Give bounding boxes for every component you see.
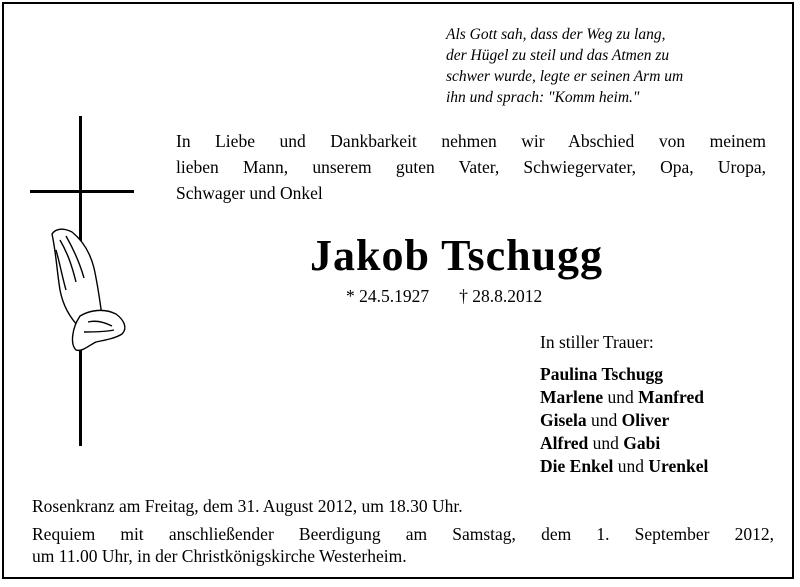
mourner-conjunction: und [613, 456, 649, 476]
mourner-name: Die Enkel [540, 456, 614, 476]
requiem-line: um 11.00 Uhr, in der Christkönigskirche Westerheim. [32, 546, 407, 566]
quote-line: schwer wurde, legte er seinen Arm um [446, 68, 684, 85]
intro-line: In Liebe und Dankbarkeit nehmen wir Abschied von meinem [176, 131, 766, 151]
cross-icon [30, 116, 140, 450]
deceased-name: Jakob Tschugg [310, 231, 604, 280]
intro-text [176, 128, 766, 206]
mourner-conjunction: und [588, 433, 624, 453]
requiem-notice [32, 523, 774, 567]
obituary-notice [2, 2, 794, 579]
mourner-row [540, 455, 708, 478]
mourner-name: Alfred [540, 433, 589, 453]
mourner-name: Manfred [638, 387, 704, 407]
mourner-row [540, 363, 708, 386]
death-date: † 28.8.2012 [459, 286, 543, 306]
mourner-row [540, 432, 708, 455]
mourner-name: Marlene [540, 387, 604, 407]
quote-line: Als Gott sah, dass der Weg zu lang, [446, 26, 666, 43]
mourner-conjunction: und [586, 410, 622, 430]
epigraph-quote [446, 24, 776, 108]
mourner-conjunction: und [603, 387, 639, 407]
mourner-name: Paulina Tschugg [540, 364, 664, 384]
quote-line: der Hügel zu steil und das Atmen zu [446, 47, 670, 64]
mourner-row [540, 409, 708, 432]
mourner-name: Gabi [623, 433, 661, 453]
mourner-name: Gisela [540, 410, 587, 430]
life-dates [346, 286, 542, 307]
mourner-name: Oliver [621, 410, 670, 430]
quote-line: ihn und sprach: "Komm heim." [446, 89, 640, 106]
mourner-name: Urenkel [648, 456, 709, 476]
intro-line: lieben Mann, unserem guten Vater, Schwiegervater, Opa, Uropa, [176, 157, 766, 177]
intro-line: Schwager und Onkel [176, 183, 323, 203]
mourners-lead: In stiller Trauer: [540, 332, 654, 352]
mourners-block [540, 330, 708, 478]
mourner-row [540, 386, 708, 409]
requiem-line: Requiem mit anschließender Beerdigung am Samstag, dem 1. September 2012, [32, 524, 774, 544]
birth-date: * 24.5.1927 [346, 286, 430, 306]
rosary-notice: Rosenkranz am Freitag, dem 31. August 2012, um 18.30 Uhr. [32, 496, 463, 516]
praying-hands-icon [52, 229, 125, 350]
